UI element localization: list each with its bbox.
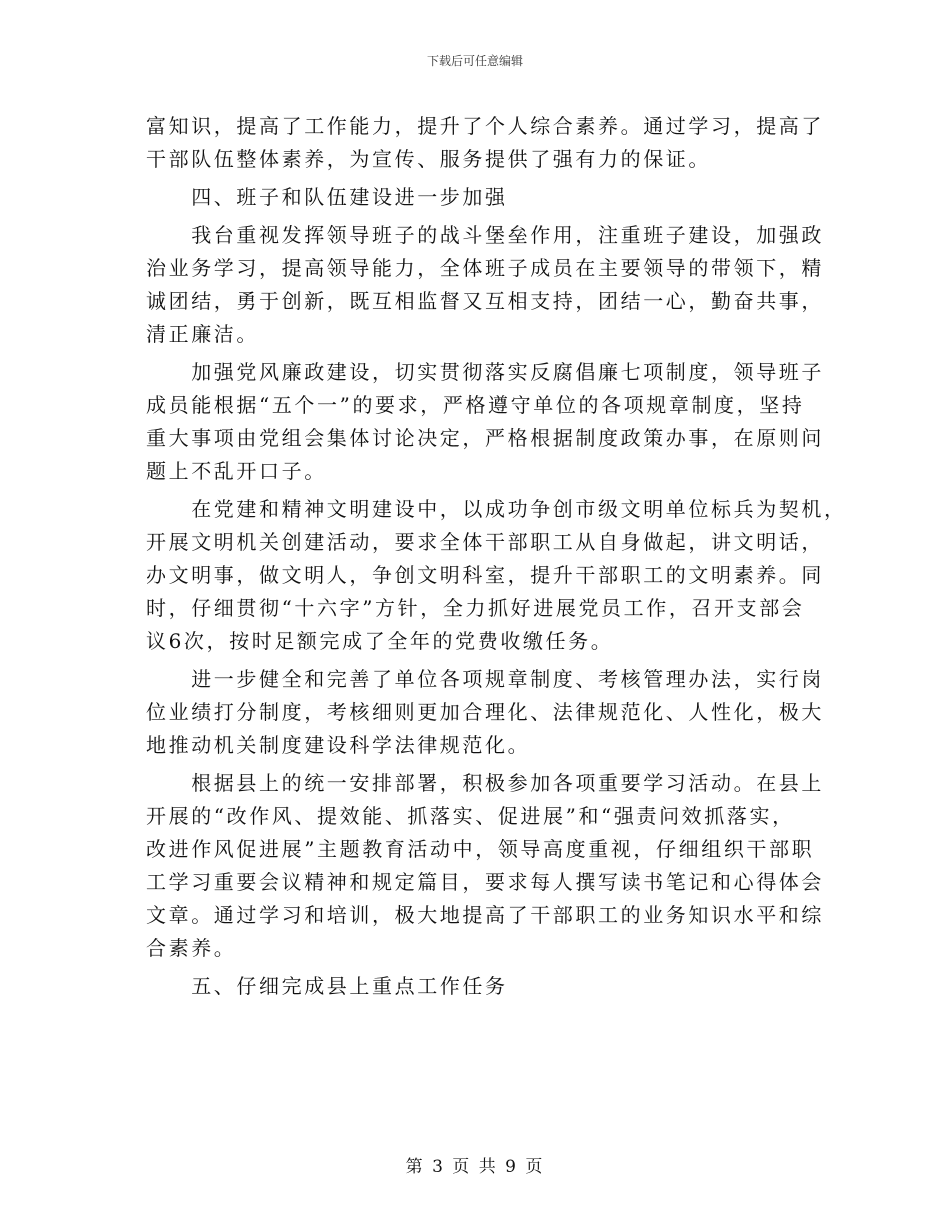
text-line: 五、仔细完成县上重点工作任务 xyxy=(146,974,508,998)
text-line: 文章。通过学习和培训，极大地提高了干部职工的业务知识水平和综 xyxy=(146,903,824,927)
text-line: 四、班子和队伍建设进一步加强 xyxy=(146,185,508,209)
text-line: 地推动机关制度建设科学法律规范化。 xyxy=(146,733,531,757)
text-line: 我台重视发挥领导班子的战斗堡垒作用，注重班子建设，加强政 xyxy=(146,223,824,247)
text-line: 题上不乱开口子。 xyxy=(146,459,327,483)
text-line: 合素养。 xyxy=(146,936,237,960)
paragraph xyxy=(146,767,824,965)
paragraph xyxy=(146,663,824,762)
text-line: 办文明事，做文明人，争创文明科室，提升干部职工的文明素养。同 xyxy=(146,563,824,587)
text-line: 改进作风促进展”主题教育活动中，领导高度重视，仔细组织干部职 xyxy=(146,837,815,861)
text-line: 富知识，提高了工作能力，提升了个人综合素养。通过学习，提高了 xyxy=(146,114,824,138)
text-line: 开展文明机关创建活动，要求全体干部职工从自身做起，讲文明话， xyxy=(146,530,824,554)
text-line: 诚团结，勇于创新，既互相监督又互相支持，团结一心，勤奋共事， xyxy=(146,289,824,313)
text-line: 在党建和精神文明建设中，以成功争创市级文明单位标兵为契机， xyxy=(146,497,847,521)
section-heading xyxy=(146,970,806,1003)
text-line: 重大事项由党组会集体讨论决定，严格根据制度政策办事，在原则问 xyxy=(146,426,824,450)
text-line: 干部队伍整体素养，为宣传、服务提供了强有力的保证。 xyxy=(146,147,711,171)
paragraph xyxy=(146,493,847,658)
text-line: 时，仔细贯彻“十六字”方针，全力抓好进展党员工作，召开支部会 xyxy=(146,596,805,620)
text-line: 成员能根据“五个一”的要求，严格遵守单位的各项规章制度，坚持 xyxy=(146,393,805,417)
text-line: 议6次，按时足额完成了全年的党费收缴任务。 xyxy=(146,629,614,653)
section-heading xyxy=(146,181,806,214)
text-line: 位业绩打分制度，考核细则更加合理化、法律规范化、人性化，极大 xyxy=(146,700,824,724)
paragraph xyxy=(146,219,824,351)
text-line: 工学习重要会议精神和规定篇目，要求每人撰写读书笔记和心得体会 xyxy=(146,870,824,894)
paragraph xyxy=(146,356,824,488)
text-line: 加强党风廉政建设，切实贯彻落实反腐倡廉七项制度，领导班子 xyxy=(146,360,824,384)
text-line: 开展的“改作风、提效能、抓落实、促进展”和“强责问效抓落实， xyxy=(146,804,795,828)
text-line: 进一步健全和完善了单位各项规章制度、考核管理办法，实行岗 xyxy=(146,667,824,691)
page-number-footer: 第 3 页 共 9 页 xyxy=(405,1157,545,1177)
document-body xyxy=(146,110,847,1003)
paragraph xyxy=(146,110,824,176)
text-line: 清正廉洁。 xyxy=(146,322,259,346)
page-header: 下载后可任意编辑 xyxy=(426,54,523,68)
text-line: 根据县上的统一安排部署，积极参加各项重要学习活动。在县上 xyxy=(146,771,824,795)
text-line: 治业务学习，提高领导能力，全体班子成员在主要领导的带领下，精 xyxy=(146,256,824,280)
